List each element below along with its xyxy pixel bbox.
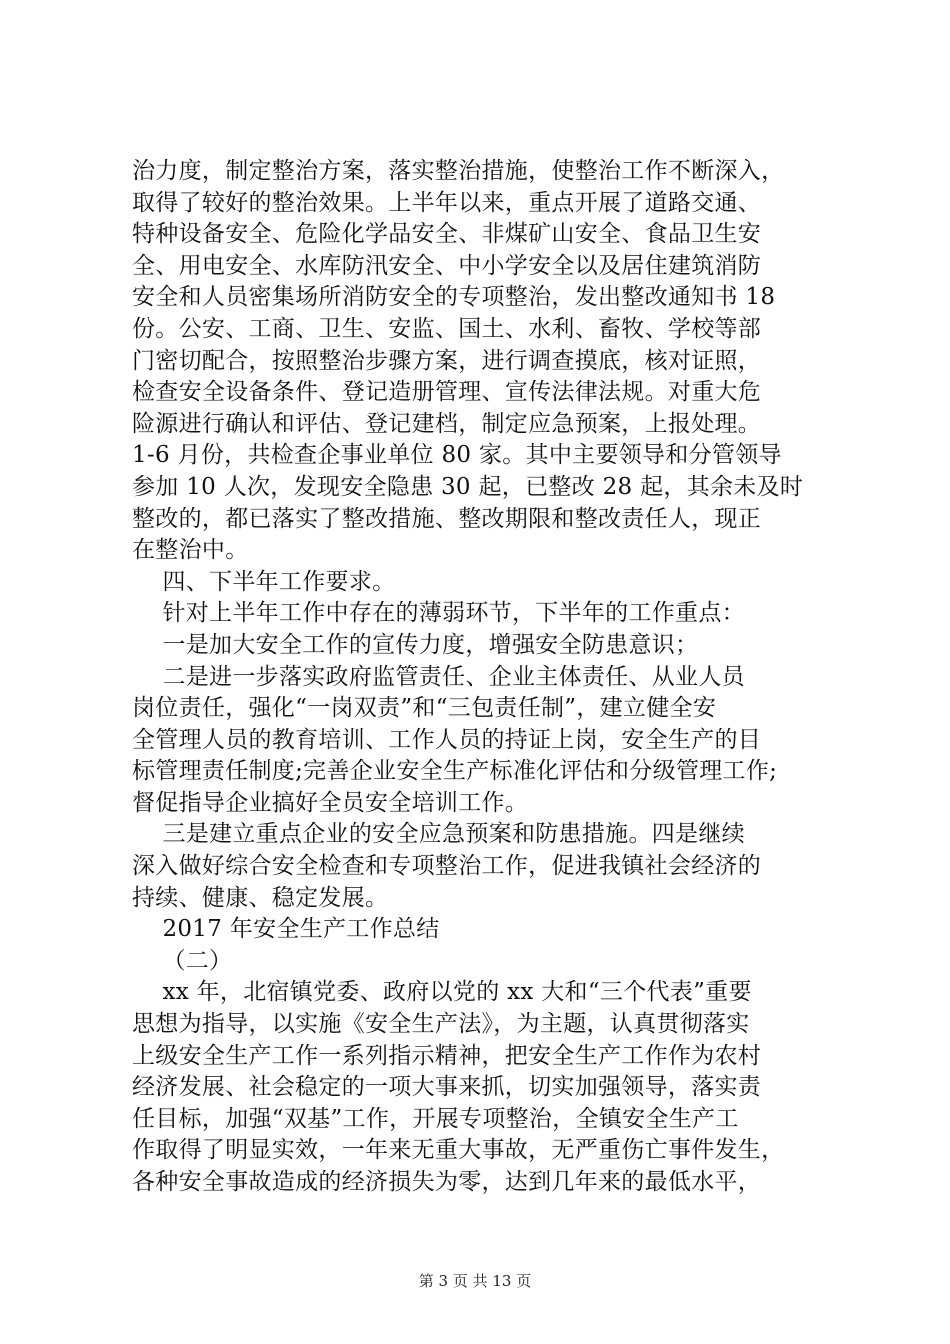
text-line: 取得了较好的整治效果。上半年以来，重点开展了道路交通、: [132, 189, 762, 216]
text-line: 三是建立重点企业的安全应急预案和防患措施。四是继续: [132, 821, 745, 848]
text-line: 参加 10 人次，发现安全隐患 30 起，已整改 28 起，其余未及时: [132, 473, 804, 500]
text-line: 思想为指导，以实施《安全生产法》，为主题，认真贯彻落实: [132, 1011, 750, 1038]
text-line: xx 年，北宿镇党委、政府以党的 xx 大和“三个代表”重要: [132, 979, 752, 1006]
text-line: 一是加大安全工作的宣传力度，增强安全防患意识；: [132, 631, 699, 658]
text-line: 督促指导企业搞好全员安全培训工作。: [132, 789, 529, 816]
text-line: 二是进一步落实政府监管责任、企业主体责任、从业人员: [132, 663, 745, 690]
text-line: 经济发展、社会稳定的一项大事来抓，切实加强领导，落实责: [132, 1074, 762, 1101]
text-line: 整改的，都已落实了整改措施、整改期限和整改责任人，现正: [132, 505, 762, 532]
text-line: 上级安全生产工作一系列指示精神，把安全生产工作作为农村: [132, 1042, 762, 1069]
text-line: 作取得了明显实效，一年来无重大事故，无严重伤亡事件发生，: [132, 1137, 785, 1164]
text-line: 持续、健康、稳定发展。: [132, 884, 389, 911]
text-line: 任目标，加强“双基”工作，开展专项整治，全镇安全生产工: [132, 1105, 739, 1132]
text-line: 特种设备安全、危险化学品安全、非煤矿山安全、食品卫生安: [132, 221, 762, 248]
text-line: 岗位责任，强化“一岗双责”和“三包责任制”，建立健全安: [132, 695, 717, 722]
text-line: 针对上半年工作中存在的薄弱环节，下半年的工作重点：: [132, 600, 745, 627]
text-line: 全管理人员的教育培训、工作人员的持证上岗，安全生产的目: [132, 726, 762, 753]
text-line: 全、用电安全、水库防汛安全、中小学安全以及居住建筑消防: [132, 252, 762, 279]
text-line: 1-6 月份，共检查企事业单位 80 家。其中主要领导和分管领导: [132, 442, 782, 469]
text-line: 治力度，制定整治方案，落实整治措施，使整治工作不断深入，: [132, 158, 785, 184]
text-line: 2017 年安全生产工作总结: [132, 916, 440, 943]
page-footer: 第 3 页 共 13 页: [418, 1272, 532, 1290]
text-line: 检查安全设备条件、登记造册管理、宣传法律法规。对重大危: [132, 379, 762, 406]
text-line: （二）: [132, 947, 233, 974]
text-line: 门密切配合，按照整治步骤方案，进行调查摸底，核对证照，: [132, 347, 762, 374]
text-line: 险源进行确认和评估、登记建档，制定应急预案，上报处理。: [132, 410, 762, 437]
text-line: 四、下半年工作要求。: [132, 568, 396, 595]
text-line: 安全和人员密集场所消防安全的专项整治，发出整改通知书 18: [132, 284, 776, 311]
text-line: 各种安全事故造成的经济损失为零，达到几年来的最低水平，: [132, 1169, 762, 1195]
text-line: 标管理责任制度;完善企业安全生产标准化评估和分级管理工作;: [132, 758, 778, 785]
text-line: 在整治中。: [132, 537, 249, 564]
document-body: [132, 156, 832, 1199]
text-line: 深入做好综合安全检查和专项整治工作，促进我镇社会经济的: [132, 853, 762, 880]
text-line: 份。公安、工商、卫生、安监、国土、水利、畜牧、学校等部: [132, 315, 762, 342]
